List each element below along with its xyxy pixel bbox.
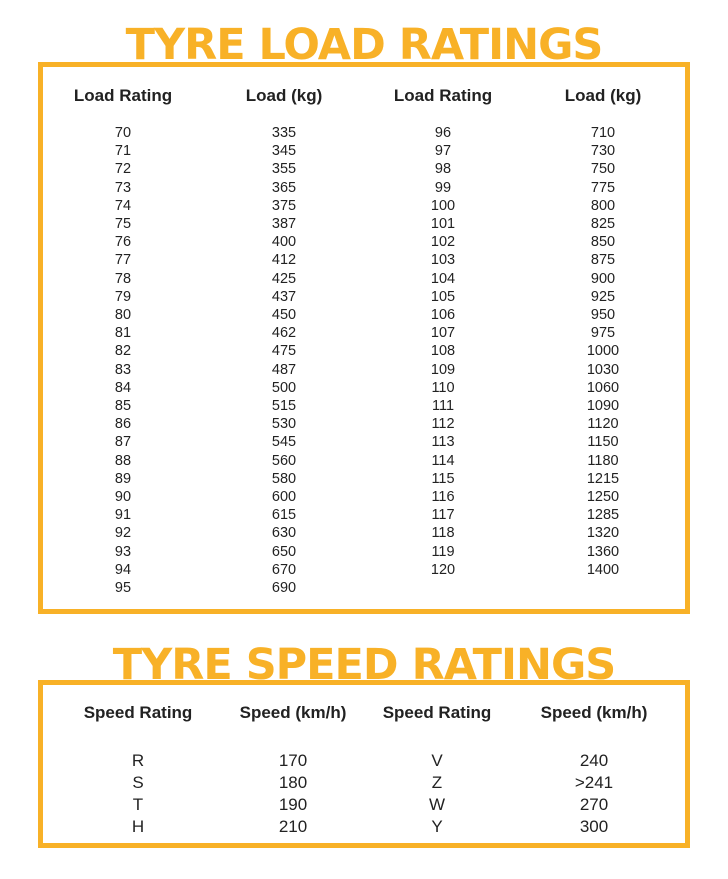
column-header: Speed Rating xyxy=(83,703,193,722)
table-cell: 88 xyxy=(114,452,132,469)
table-cell: 1400 xyxy=(586,561,620,578)
table-cell: 106 xyxy=(430,307,456,324)
column-header: Speed Rating xyxy=(382,703,492,722)
column-header: Load (kg) xyxy=(245,86,323,105)
table-cell: 600 xyxy=(271,489,297,506)
table-cell: 710 xyxy=(590,125,616,141)
table-cell: 1120 xyxy=(587,416,619,433)
table-cell: 72 xyxy=(114,161,132,178)
table-cell: 1360 xyxy=(586,543,620,560)
load-kg-column-1 xyxy=(214,86,354,597)
table-cell: 105 xyxy=(430,288,456,305)
table-cell: 335 xyxy=(271,125,297,141)
table-cell: 104 xyxy=(430,270,456,287)
table-cell: 102 xyxy=(430,234,456,251)
speed-rating-column-2 xyxy=(362,703,512,838)
value-list xyxy=(214,124,354,597)
table-cell: 580 xyxy=(271,470,297,487)
table-cell: 118 xyxy=(431,525,455,542)
column-header: Speed (km/h) xyxy=(540,703,648,722)
value-list xyxy=(362,750,512,838)
table-cell: 730 xyxy=(590,143,616,160)
table-cell: H xyxy=(131,817,145,836)
table-cell: Z xyxy=(431,773,443,792)
table-cell: 345 xyxy=(271,143,297,160)
table-cell: 1060 xyxy=(586,379,620,396)
value-list xyxy=(53,124,193,597)
table-cell: 180 xyxy=(278,773,308,792)
table-cell: 560 xyxy=(271,452,297,469)
table-cell: S xyxy=(132,773,144,792)
table-cell: T xyxy=(132,795,144,814)
table-cell: 545 xyxy=(271,434,297,451)
table-cell: 375 xyxy=(271,197,297,214)
table-cell: 450 xyxy=(271,307,297,324)
column-header: Load Rating xyxy=(73,86,173,105)
table-cell: 670 xyxy=(271,561,297,578)
value-list xyxy=(373,124,513,579)
speed-kmh-column-2 xyxy=(519,703,669,838)
load-rating-column-1 xyxy=(53,86,193,597)
table-cell: 82 xyxy=(114,343,132,360)
table-cell: 114 xyxy=(431,452,455,469)
table-cell: 99 xyxy=(434,179,452,196)
table-cell: W xyxy=(428,795,446,814)
table-cell: 116 xyxy=(431,489,455,506)
table-cell: 400 xyxy=(271,234,297,251)
table-cell: 1000 xyxy=(586,343,620,360)
table-cell: 79 xyxy=(114,288,132,305)
table-cell: 120 xyxy=(430,561,456,578)
table-cell: 73 xyxy=(114,179,132,196)
table-cell: 775 xyxy=(590,179,616,196)
value-list xyxy=(519,750,669,838)
table-cell: 875 xyxy=(590,252,616,269)
table-cell: R xyxy=(131,751,145,770)
table-cell: 97 xyxy=(434,143,452,160)
table-cell: 1320 xyxy=(586,525,620,542)
table-cell: 530 xyxy=(271,416,297,433)
table-cell: 300 xyxy=(579,817,609,836)
table-cell: 81 xyxy=(114,325,132,342)
table-cell: 78 xyxy=(114,270,132,287)
table-cell: 85 xyxy=(114,398,132,415)
table-cell: 270 xyxy=(579,795,609,814)
table-cell: 95 xyxy=(114,580,132,597)
table-cell: 108 xyxy=(430,343,456,360)
load-ratings-title: TYRE LOAD RATINGS xyxy=(125,20,603,70)
table-cell: 94 xyxy=(114,561,132,578)
table-cell: 91 xyxy=(114,507,132,524)
table-cell: 1150 xyxy=(587,434,619,451)
table-cell: 100 xyxy=(430,197,456,214)
table-cell: 70 xyxy=(114,125,132,141)
table-cell: 515 xyxy=(271,398,297,415)
speed-rating-column-1 xyxy=(63,703,213,838)
table-cell: 76 xyxy=(114,234,132,251)
value-list xyxy=(533,124,673,579)
table-cell: 487 xyxy=(271,361,297,378)
table-cell: 117 xyxy=(431,507,455,524)
table-cell: 190 xyxy=(278,795,308,814)
table-cell: 950 xyxy=(590,307,616,324)
table-cell: 84 xyxy=(114,379,132,396)
table-cell: 690 xyxy=(271,580,297,597)
table-cell: 365 xyxy=(271,179,297,196)
table-cell: 170 xyxy=(278,751,308,770)
table-cell: 800 xyxy=(590,197,616,214)
table-cell: 119 xyxy=(431,543,455,560)
table-cell: 355 xyxy=(271,161,297,178)
column-header: Speed (km/h) xyxy=(239,703,347,722)
table-cell: 615 xyxy=(271,507,297,524)
table-cell: 425 xyxy=(271,270,297,287)
table-cell: 107 xyxy=(430,325,456,342)
load-ratings-table xyxy=(38,62,690,614)
table-cell: 86 xyxy=(114,416,132,433)
table-cell: 925 xyxy=(590,288,616,305)
table-cell: 240 xyxy=(579,751,609,770)
table-cell: 101 xyxy=(430,216,456,233)
table-cell: 71 xyxy=(114,143,132,160)
table-cell: 98 xyxy=(434,161,452,178)
table-cell: 113 xyxy=(431,434,455,451)
table-cell: 1090 xyxy=(586,398,620,415)
table-cell: 462 xyxy=(271,325,297,342)
table-cell: 850 xyxy=(590,234,616,251)
table-cell: 975 xyxy=(590,325,616,342)
table-cell: 109 xyxy=(430,361,456,378)
table-cell: 83 xyxy=(114,361,132,378)
speed-ratings-title: TYRE SPEED RATINGS xyxy=(112,640,616,690)
table-cell: 825 xyxy=(590,216,616,233)
table-cell: 210 xyxy=(278,817,308,836)
table-cell: 437 xyxy=(271,288,297,305)
table-cell: 1285 xyxy=(586,507,620,524)
speed-ratings-table xyxy=(38,680,690,848)
table-cell: 111 xyxy=(431,398,455,415)
table-cell: 112 xyxy=(431,416,455,433)
table-cell: 75 xyxy=(114,216,132,233)
table-cell: 89 xyxy=(114,470,132,487)
value-list xyxy=(218,750,368,838)
table-cell: 1250 xyxy=(586,489,620,506)
table-cell: >241 xyxy=(574,773,614,792)
table-cell: 1030 xyxy=(586,361,620,378)
table-cell: 650 xyxy=(271,543,297,560)
table-cell: 93 xyxy=(114,543,132,560)
speed-kmh-column-1 xyxy=(218,703,368,838)
load-kg-column-2 xyxy=(533,86,673,579)
table-cell: 77 xyxy=(114,252,132,269)
table-cell: 750 xyxy=(590,161,616,178)
table-cell: 103 xyxy=(430,252,456,269)
table-cell: 96 xyxy=(434,125,452,141)
table-cell: 92 xyxy=(114,525,132,542)
table-cell: 475 xyxy=(271,343,297,360)
table-cell: Y xyxy=(431,817,443,836)
table-cell: 90 xyxy=(114,489,132,506)
table-cell: 110 xyxy=(431,379,455,396)
table-cell: 412 xyxy=(271,252,297,269)
table-cell: 74 xyxy=(114,197,132,214)
load-rating-column-2 xyxy=(373,86,513,579)
table-cell: 115 xyxy=(431,470,455,487)
table-cell: 500 xyxy=(271,379,297,396)
table-cell: 1180 xyxy=(587,452,619,469)
column-header: Load (kg) xyxy=(564,86,642,105)
table-cell: 80 xyxy=(114,307,132,324)
table-cell: 387 xyxy=(271,216,297,233)
table-cell: V xyxy=(431,751,443,770)
table-cell: 87 xyxy=(114,434,132,451)
value-list xyxy=(63,750,213,838)
column-header: Load Rating xyxy=(393,86,493,105)
table-cell: 900 xyxy=(590,270,616,287)
table-cell: 630 xyxy=(271,525,297,542)
table-cell: 1215 xyxy=(586,470,620,487)
